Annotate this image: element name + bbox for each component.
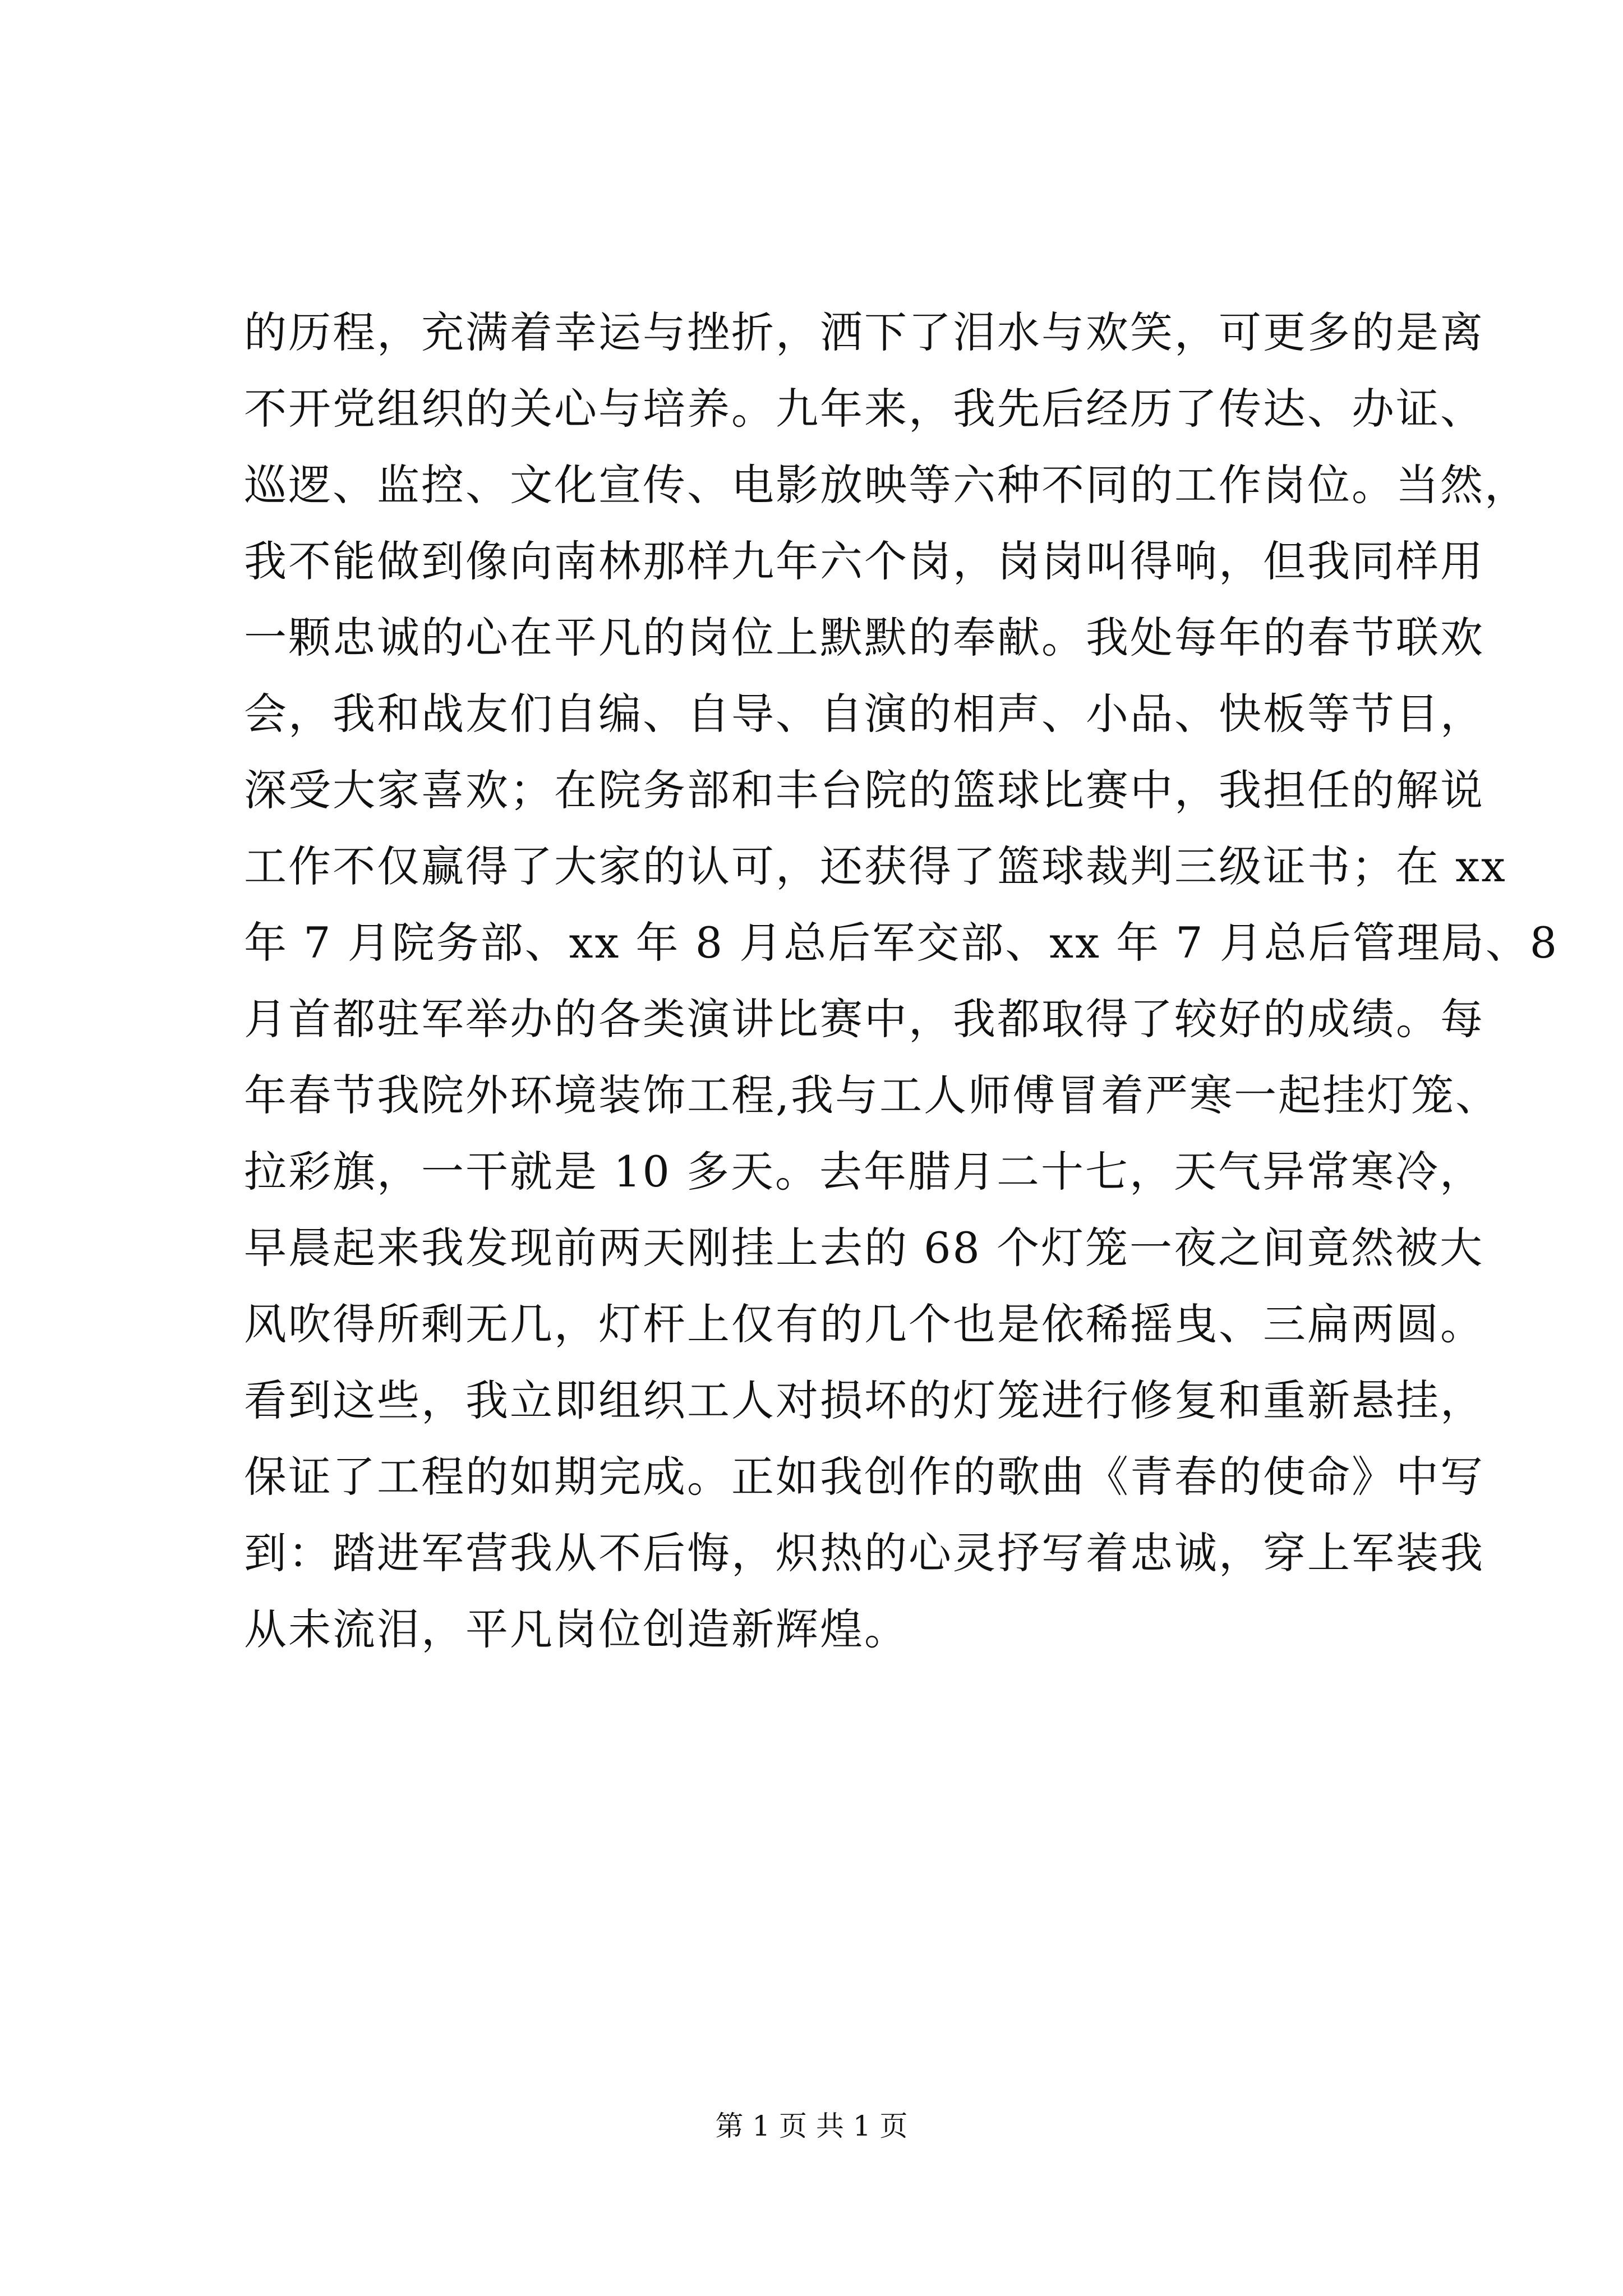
text-line: 拉彩旗，一干就是 10 多天。去年腊月二十七，天气异常寒冷， (244, 1147, 1484, 1197)
text-line: 一颗忠诚的心在平凡的岗位上默默的奉献。我处每年的春节联欢 (244, 613, 1484, 662)
body-paragraph (244, 295, 1559, 1668)
text-line: 年春节我院外环境装饰工程,我与工人师傅冒着严寒一起挂灯笼、 (244, 1070, 1500, 1120)
text-line: 风吹得所剩无几，灯杆上仅有的几个也是依稀摇曳、三扁两圆。 (244, 1299, 1484, 1349)
text-line: 会，我和战友们自编、自导、自演的相声、小品、快板等节目， (244, 689, 1484, 739)
text-line: 从未流泪，平凡岗位创造新辉煌。 (244, 1604, 909, 1654)
text-line: 不开党组织的关心与培养。九年来，我先后经历了传达、办证、 (244, 384, 1484, 434)
text-line: 我不能做到像向南林那样九年六个岗，岗岗叫得响，但我同样用 (244, 536, 1484, 586)
text-line: 的历程，充满着幸运与挫折，洒下了泪水与欢笑，可更多的是离 (244, 307, 1484, 357)
text-line: 深受大家喜欢；在院务部和丰台院的篮球比赛中，我担任的解说 (244, 765, 1484, 815)
text-line: 早晨起来我发现前两天刚挂上去的 68 个灯笼一夜之间竟然被大 (244, 1223, 1484, 1273)
page-number: 第 1 页 共 1 页 (715, 2110, 908, 2142)
text-line: 保证了工程的如期完成。正如我创作的歌曲《青春的使命》中写 (244, 1452, 1484, 1502)
text-line: 到：踏进军营我从不后悔，炽热的心灵抒写着忠诚，穿上军装我 (244, 1528, 1484, 1578)
text-line: 巡逻、监控、文化宣传、电影放映等六种不同的工作岗位。当然， (244, 460, 1529, 510)
text-line: 月首都驻军举办的各类演讲比赛中，我都取得了较好的成绩。每 (244, 994, 1484, 1044)
page-footer (0, 2106, 1623, 2146)
text-line: 工作不仅赢得了大家的认可，还获得了篮球裁判三级证书；在 xx (244, 841, 1507, 891)
text-line: 看到这些，我立即组织工人对损坏的灯笼进行修复和重新悬挂， (244, 1375, 1484, 1425)
text-line: 年 7 月院务部、xx 年 8 月总后军交部、xx 年 7 月总后管理局、8 (244, 918, 1559, 968)
